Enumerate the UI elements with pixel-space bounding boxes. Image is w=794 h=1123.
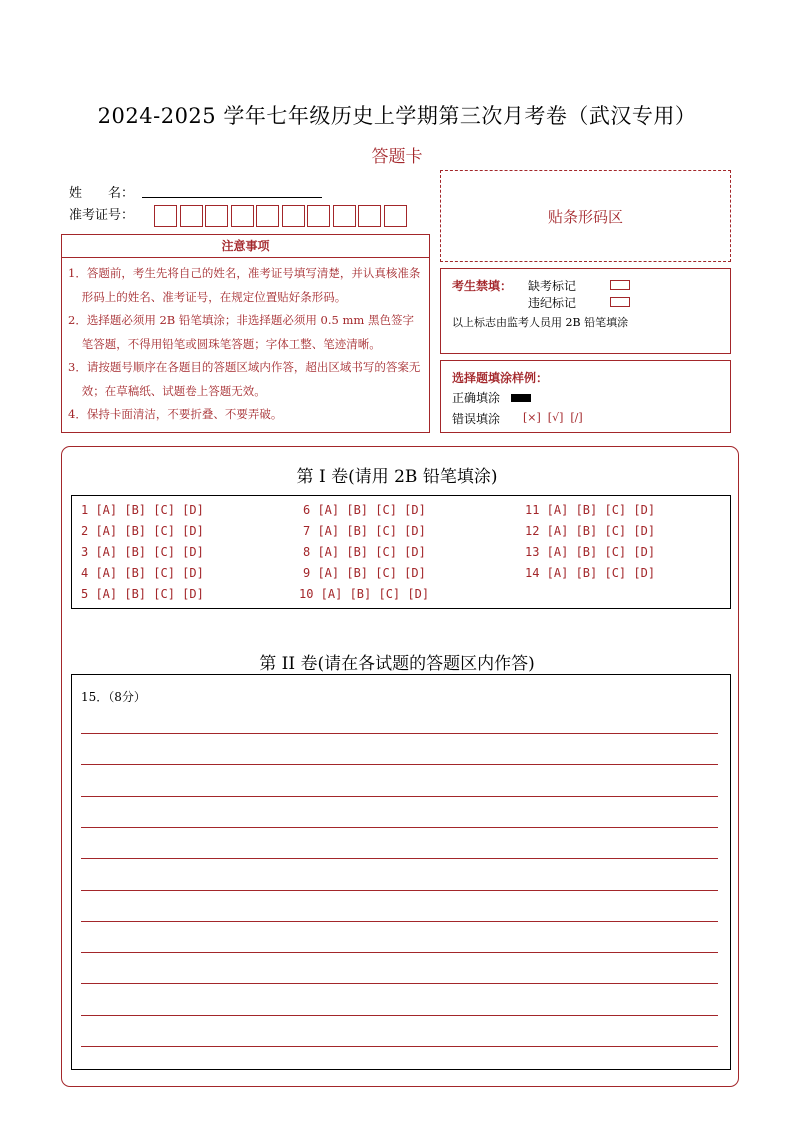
choice-question[interactable]: 13 [A] [B] [C] [D] bbox=[525, 545, 656, 559]
id-digit-box[interactable] bbox=[180, 205, 203, 227]
answer-line bbox=[81, 890, 718, 891]
notice-item: 3．请按题号顺序在各题目的答题区域内作答，超出区域书写的答案无效；在草稿纸、试题卷上答题无效。 bbox=[68, 360, 421, 398]
name-field[interactable] bbox=[142, 196, 322, 198]
question-15-label: 15．（8分） bbox=[81, 690, 146, 704]
absent-mark-box[interactable] bbox=[610, 280, 630, 290]
id-digit-box[interactable] bbox=[307, 205, 330, 227]
choice-question[interactable]: 3 [A] [B] [C] [D] bbox=[81, 545, 204, 559]
choice-question[interactable]: 6 [A] [B] [C] [D] bbox=[303, 503, 426, 517]
answer-line bbox=[81, 921, 718, 922]
violation-mark-box[interactable] bbox=[610, 297, 630, 307]
answer-line bbox=[81, 983, 718, 984]
barcode-area bbox=[440, 170, 731, 262]
choice-question[interactable]: 2 [A] [B] [C] [D] bbox=[81, 524, 204, 538]
id-digit-box[interactable] bbox=[256, 205, 279, 227]
choice-question[interactable]: 5 [A] [B] [C] [D] bbox=[81, 587, 204, 601]
correct-fill-label: 正确填涂 bbox=[452, 391, 501, 405]
wrong-fill-label: 错误填涂 bbox=[452, 412, 501, 426]
answer-line bbox=[81, 764, 718, 765]
name-label: 姓 名： bbox=[69, 186, 135, 201]
id-digit-box[interactable] bbox=[205, 205, 228, 227]
id-digit-box[interactable] bbox=[384, 205, 407, 227]
choice-question[interactable]: 11 [A] [B] [C] [D] bbox=[525, 503, 656, 517]
forbid-label: 考生禁填： bbox=[452, 279, 513, 293]
answer-line bbox=[81, 796, 718, 797]
answer-line bbox=[81, 858, 718, 859]
answer-line bbox=[81, 1046, 718, 1047]
choice-question[interactable]: 4 [A] [B] [C] [D] bbox=[81, 566, 204, 580]
card-subtitle: 答题卡 bbox=[371, 147, 423, 167]
choice-question[interactable]: 9 [A] [B] [C] [D] bbox=[303, 566, 426, 580]
section1-title: 第 I 卷(请用 2B 铅笔填涂) bbox=[296, 467, 498, 487]
id-digit-box[interactable] bbox=[231, 205, 254, 227]
notice-title: 注意事项 bbox=[61, 234, 430, 258]
choice-question[interactable]: 12 [A] [B] [C] [D] bbox=[525, 524, 656, 538]
id-digit-box[interactable] bbox=[154, 205, 177, 227]
sample-title: 选择题填涂样例： bbox=[452, 371, 549, 385]
choice-question[interactable]: 14 [A] [B] [C] [D] bbox=[525, 566, 656, 580]
id-digit-box[interactable] bbox=[282, 205, 305, 227]
page-title: 2024-2025 学年七年级历史上学期第三次月考卷（武汉专用） bbox=[97, 104, 697, 128]
id-label: 准考证号： bbox=[69, 208, 135, 223]
choice-question-box bbox=[71, 495, 731, 609]
barcode-label: 贴条形码区 bbox=[547, 207, 623, 226]
notice-item: 2．选择题必须用 2B 铅笔填涂；非选择题必须用 0.5 mm 黑色签字笔答题，不得用铅笔或圆珠笔答题；字体工整、笔迹清晰。 bbox=[68, 313, 414, 351]
notice-body bbox=[61, 258, 430, 433]
absent-label: 缺考标记 bbox=[528, 279, 577, 293]
section2-title: 第 II 卷(请在各试题的答题区内作答) bbox=[259, 654, 535, 674]
notice-item: 1．答题前，考生先将自己的姓名，准考证号填写清楚，并认真核准条形码上的姓名、准考证号，在规定位置贴好条形码。 bbox=[68, 266, 421, 304]
answer-line bbox=[81, 1015, 718, 1016]
id-digit-box[interactable] bbox=[358, 205, 381, 227]
notice-item: 4．保持卡面清洁，不要折叠、不要弄破。 bbox=[68, 407, 283, 421]
choice-question[interactable]: 10 [A] [B] [C] [D] bbox=[299, 587, 430, 601]
correct-fill-example bbox=[511, 394, 531, 402]
violation-label: 违纪标记 bbox=[528, 296, 577, 310]
choice-question[interactable]: 1 [A] [B] [C] [D] bbox=[81, 503, 204, 517]
answer-line bbox=[81, 733, 718, 734]
id-digit-box[interactable] bbox=[333, 205, 356, 227]
choice-question[interactable]: 7 [A] [B] [C] [D] bbox=[303, 524, 426, 538]
fill-sample-box bbox=[440, 360, 731, 433]
id-number-boxes[interactable] bbox=[154, 205, 409, 227]
choice-question[interactable]: 8 [A] [B] [C] [D] bbox=[303, 545, 426, 559]
forbid-note: 以上标志由监考人员用 2B 铅笔填涂 bbox=[452, 316, 629, 329]
answer-line bbox=[81, 827, 718, 828]
answer-line bbox=[81, 952, 718, 953]
wrong-fill-examples: [×] [√] [/] bbox=[523, 411, 583, 424]
forbid-box bbox=[440, 268, 731, 354]
